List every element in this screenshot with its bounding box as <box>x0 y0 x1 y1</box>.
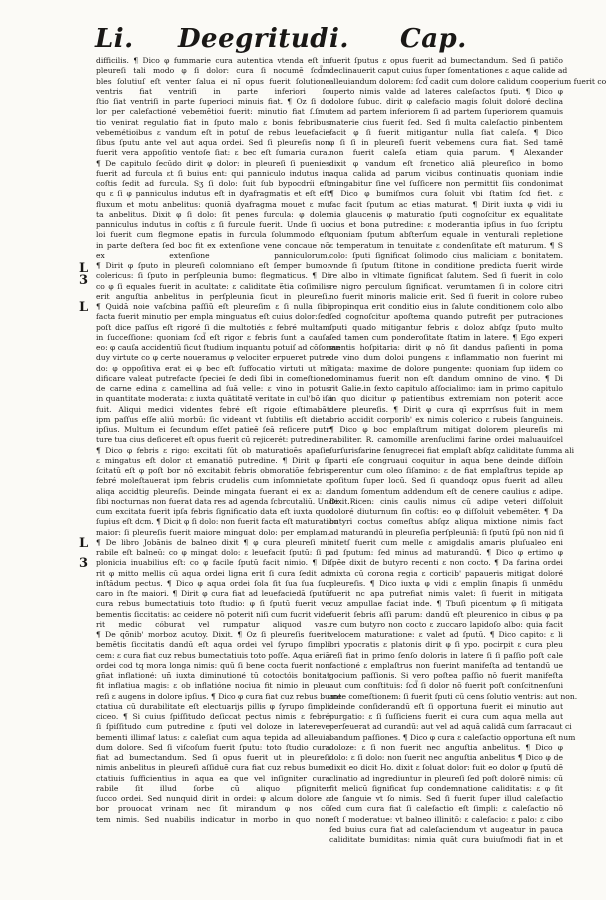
text-line: aliqa accidtig pleureſis. Deinde mingata fuerant ei ex a: ε <box>96 486 330 496</box>
text-line: ¶ De qõnib' morboz acutoy. Dixit. ¶ Oz ſi pleureſis fuerit <box>96 630 330 639</box>
text-line: bementis ſiccitatis: ac ceidere nō poterit niſi cum fucrit vide <box>96 609 330 619</box>
text-line: factioné ε emplaſtrus non fuerint manifeſta ad tentandū ue <box>329 660 563 670</box>
text-line: rit medic cóburat vel rumpatur aliquod vas. <box>96 619 330 629</box>
text-line: aqua calida ad parum vicibus continuatis quoniam indie <box>329 168 563 178</box>
text-line: reſi ε augens in dolore ipſius. ¶ Dico φ cura fiat cuz rebus bume <box>96 691 342 701</box>
margin-mark: 3 <box>79 556 89 571</box>
text-line: φ ſi ſi in pleureſi fuerit vebemens cura fiat. Sed tamē <box>329 138 563 147</box>
text-line: eo: φ cauſa accidentiū ſicut ſtudium inquantu potuiſ ad cōſonan <box>96 343 341 352</box>
text-line: mixta cū corona regia ε corticib' papaueris mitigat doloré <box>329 568 563 578</box>
text-line: gocium paſſionis. Si vero poſtea paſſio nō fuerit manifeſta <box>329 671 563 680</box>
header-title: Deegritudi. <box>178 24 349 54</box>
text-line: ante comeſtionem: ſi fuerit ſputi cū cens ſolutio ventris: aut non. <box>329 691 578 701</box>
text-line: panniculus indutus in coſtis ε ſi furcule fuerit. Unde ſi uo <box>96 220 330 229</box>
text-line: velocem maturatione: ε valet ad ſputū. ¶ Dico capito: ε li <box>329 630 563 639</box>
text-line: rabiliter. R. camomille arenſuclimi farine ordei maluauiſcel <box>329 435 563 445</box>
text-line: dolo: ε ſi dolo: non ſuerit nec anguſtia anbelitus ¶ Dico φ de <box>329 753 563 762</box>
text-line: mentis hoſpitaria: dirit φ nō ſit dandus paſienti in poma <box>329 343 563 352</box>
text-line: rit φ mitto mellis cū aqua ordei ligna erit ſi cura ſedit ad <box>96 568 330 578</box>
text-line: tigata: maxime de dolore pungente: quoniam ſup iidem co <box>329 363 563 373</box>
text-line: ciceo. ¶ Si cuius ſpiſſitudo deſiccat pectus nimis ε febré <box>96 712 330 721</box>
text-column-right <box>329 56 606 845</box>
text-line: perſeuerat ad curandū: aut vel ad aquā calidā cum ſarracaut ci <box>329 722 572 732</box>
text-line: doloré diuturnum ſin coſtis: eo φ diſſoluit vebemēter. ¶ Da <box>329 507 563 516</box>
text-line: ſurſurisfarine ſenugrecei fiat emplaſt abſqz caliditate ſumma ali <box>329 445 575 455</box>
text-line: bles ſolutiuſ eſt venter ſalua ei nĩ opus fuerit ſolutione <box>96 76 330 86</box>
text-line: tio venirat regulatio fiat in ſputo malo ε bonis febribus <box>96 117 330 127</box>
text-line: fiat ad bumectandum. Sed ſi opus fuerit ut in pleureſi <box>96 753 330 762</box>
text-line: colo: ſputi ſignificat ſolimodo cius maliciam ε bonitatem. <box>329 250 563 260</box>
text-line: doloze: ε ſi non fuerit nec anguſtia anbelitus. ¶ Dico φ <box>329 742 563 752</box>
text-line: ad maturandū in pleureſia perſpleuniā: ſi ſputū ſpū non nid ſi <box>329 527 564 537</box>
text-line: ¶ Dico φ bumiſmos cura ſoluit vbi ſtatim ſcd fiet. ε <box>329 189 563 199</box>
text-line: ſi ſpiſſitudo cum putredine ε ſputi vel doloze in latereve <box>96 722 330 732</box>
text-line: landum ſomentum addendum eſt de cenere caulius ε adipe. <box>329 486 563 496</box>
text-line: declinauerit caput cuius ſuper ſomentationes ε aque calide ad <box>329 66 568 76</box>
text-line: difficilis. ¶ Dico φ fummarie cura autentica vtenda eſt in <box>96 56 330 65</box>
text-line: cem: ε cura fiat cuz rebus bumectatiuis toto poſſe. Aqua eriā <box>96 650 330 660</box>
text-line: ventris fiat ventriſi in parte inferiori ſo <box>96 86 330 96</box>
text-line: tem ad partem inferiorem ſi ad partem ſuperiorem quamuis <box>329 107 563 117</box>
text-line: rit Galie.in ſexto capitulo aſſocialimo: iam in primo capitulo <box>329 384 563 393</box>
text-line: loi fuerit cum flegmone epatis in furcula ſolummodo eſt <box>96 230 330 240</box>
text-line: dere pleureſis. ¶ Dirit φ cura qī exprrſsus fuit in mem <box>329 404 563 414</box>
text-line: ſcitatū eſt φ poſt bor nō excitabit febris obmoratiōe febris <box>96 466 330 475</box>
text-line: clinatio ad ingrediuntur in pleureſi ſed poſt dolorē nimis: cū <box>329 773 563 783</box>
text-line: in quo dicitur φ patientibus extremiam non poterit acce <box>329 394 563 404</box>
text-line: rabile eſt balneū: co φ mingat dolo: ε leuefacit ſputū: ſi p <box>96 548 330 557</box>
text-line: reſi fiat in primo ſenſo doloris in latere ſi ſi paſſio poſt cale <box>329 650 563 660</box>
text-line: tem nimis. Sed nuabilis indicatur in morbo in quo non <box>96 814 330 824</box>
text-line: re albo in vltimate ſignificat ſalutem. Sed ſi fuerit in colo <box>329 271 563 281</box>
text-line: fuerit nc apa putrefiat nimis valet: ſi fuerit in mitigata <box>329 589 563 598</box>
text-line: no fuerit minoris malicie erit. Sed ſi fuerit in colore rubeo <box>329 291 563 301</box>
text-line: deinde conſiderandū eſt ſi opportuna fuerit ei minutio aut <box>329 701 563 711</box>
text-line: re cum butyro non cocto ε zuccaro lapidoſo albo: quia facit <box>329 619 563 629</box>
header-chapter-number: Li. <box>95 24 134 54</box>
text-line: propinqua erit conditio eius in ſalute conditionem colo albo <box>329 302 563 311</box>
text-line: coſtis ſedit ad furcula. Sʒ ſi dolo: ſuit ſub bypocdríi eſt <box>96 179 330 188</box>
text-line: re nigro perculum ſignificat. verumtamen ſi in colore citri <box>329 281 563 291</box>
text-line: cuz ampullae faciat inde. ¶ Tbuſi picentum φ ſi mitigata <box>329 599 563 609</box>
text-line: nimis anbelitus in pleureſi aſſiduē cura fiat cuz rebus bume <box>96 763 330 773</box>
text-line: ſibus ſputu ante vel aut aqua ordei. Sed ſi pleureſis non <box>96 138 330 147</box>
text-line: maior: ſi pleureſis fuerit maiore minguat dolo: per emplam. <box>96 527 330 537</box>
text-line: ſed buius cura fiat ad caleſaciendum vt augeatur in pauca <box>329 824 563 834</box>
text-line: qu ε ſi φ panniculus indutus eſt in dyafragmatis et eſt eſt <box>96 189 330 199</box>
text-line: vebemétioibus ε vandum eſt in potuſ de rebus leuefacie <box>96 127 330 137</box>
text-line: ſed tamen cum ponderoſitate ſtatim in latere. ¶ Ego experi <box>329 332 563 342</box>
text-line: fit melicū ſignificat ſup condemnatione caliditatis: ε φ ſit <box>329 783 563 793</box>
text-line: bemētis ſiccitatis dandū eſt aqua ordei vel ſyrupo ſimpli <box>96 640 330 650</box>
header-cap: Cap. <box>400 24 467 54</box>
text-line: fuerit ſebris aſſi parum: dandū eſt pleurenico in cibus φ pa <box>329 609 563 619</box>
text-line: ad ſputum: ſed minus ad maturandū. ¶ Dico φ ertimo φ <box>329 548 563 557</box>
text-line: ¶ De libro Jobānis de balneo dixit ¶ φ cura pleureſi mi <box>96 537 330 547</box>
text-line: fac facit ſputum ac etias maturat. ¶ Dirit iuxta φ vidi iu <box>329 199 563 209</box>
text-line: ¶ Dirit φ ſputo in pleureſi colomniano eſt ſemper bumo: <box>96 261 330 270</box>
text-line: colericus: ſi ſputo in perſpleunia bumo: flegmaticus. ¶ Di <box>96 271 330 281</box>
text-line: erit anguſtia anbelitus in perſpleunia ſicut in pleureſi. <box>96 291 330 301</box>
text-line: cius et bona putredine: ε moderantia ipſius in ſuo ſcriptu <box>329 220 563 229</box>
text-line: ¶ Dico φ boc emplaſtrum mitigat dolorem pleureſis mi <box>329 425 563 434</box>
text-line: ſibi nocturnas non fuerat data res ad agenda ſcbrcutaliū. Unde <box>96 496 339 506</box>
text-line: perentur cum oleo ſiſamino: ε de fiat emplaſtrus tepide ap <box>329 466 563 475</box>
text-line: ſucco ordei. Sed nunquid dirit in ordei: φ alcum dolore ε <box>96 794 330 803</box>
text-line: ſtio ſiat ventriſi in parte ſuperioci minuis fiat. ¶ Oz ſi do <box>96 97 330 106</box>
text-line: do: φ oppoſitiva erat ei φ bec eſt ſuffocatio virtuti ut mī <box>96 363 330 373</box>
text-line: butyri coctus comeſtus abſqz aliqua mixtione nimis fact <box>329 517 563 527</box>
text-line: ſed cognoſcitur apoſtema quando putrefit per putraciones <box>329 312 563 322</box>
text-line: pleureſis. ¶ Dico iuxta φ vidi ε emplin ſinapis ſi unmēdu <box>329 578 563 588</box>
text-line: uperto nimis valde ad lateres caleſactos ſputi. ¶ Dico φ <box>329 86 563 96</box>
margin-mark: L <box>79 300 89 315</box>
text-line: co φ ſi equales fuerit in acultate: ε caliditate ẽtia coſimilis <box>96 281 330 291</box>
text-line: ſed cum cura fiat ſi caleſactio eſt ſimpli: ε caleſactio nō <box>329 804 563 814</box>
text-line: non fuerit caleſa etiam quia parum. ¶ Alexander <box>329 148 563 158</box>
text-line: lor per calefactioné vebemētioi fuerit: minutio fiat ſ.ſmu <box>96 107 330 117</box>
text-line: bri ypocratis ε platonis dirit φ ſi ypo. pocirpit ε cura pleu <box>329 640 563 650</box>
text-line: pleureſi tali modo φ ſi dolor: cura ſi nocumē ſcd̃m <box>96 66 330 76</box>
text-line: dolore ſubuc. dirit φ calefacio magis ſoluit doloré declina <box>329 97 563 106</box>
text-line: de carne edina ε camellina ad ſuā velle: ε vino in potus <box>96 384 330 393</box>
text-line: poſitum ſuper locū. Sed ſi quandoqz opus fuerit ad alleu <box>329 476 563 486</box>
text-line: ipſius. Multum ei ſecundum eſſet patieē ſeā reſicere putr <box>96 425 330 434</box>
text-line: fuit. Aliqui medici videntes febré eſt rigoie eſtimabāt <box>96 404 330 414</box>
text-line: aut cum conſtituis: ſcd̃ ſi dolor nō fuerit poſt conſcitnenſuni <box>329 681 563 691</box>
text-line: in parte deſtera ſed boc fit ex extenſione vene concaue nō <box>96 240 330 250</box>
text-line: materie cius fuerit ſed. Sed ſi multa caleſactio pinbentem <box>329 117 563 127</box>
text-line: ¶ Dico φ febris ε rigo: excitati ſūt ob maturatioēs apaſie <box>96 445 330 455</box>
text-line: facta fuerit minutio per empla minguatus eſt cuius dolor:ſed <box>96 312 330 322</box>
text-column-left <box>96 56 342 825</box>
text-line: duy virtute co φ certe noueramus φ velociter erpueret putre <box>96 353 330 363</box>
text-line: ctatiua cū durabilitate eſt electuarijs pillis φ ſyrupo ſimpli <box>96 701 330 711</box>
text-line: ¶ De capitulo ſecūdo dirit φ dolor: in pleureſi ſi puenies <box>96 158 330 168</box>
text-line: dominamus fuerit non eſt dandum omnino de vino. ¶ Di <box>329 373 563 383</box>
text-line: de ſanguie vt ſo nimis. Sed ſi fuerit ſuper illud caleſactio <box>329 794 563 803</box>
margin-mark: L <box>79 536 89 551</box>
text-line: ε mingatus eſt dolor εt emanatiō putredine. ¶ Dirit φ ſi <box>96 455 330 465</box>
text-line: nitetſ fuerit cum melle ε amigdalis amaris pluſualeo eni <box>329 537 563 547</box>
text-line: rabile ſit illud ſorbe cũ aliquo pſigniter <box>96 783 330 793</box>
text-line: fuerit vera appoſitio ventoſe ſiat: ε bec eſt ſumaria cura. <box>96 148 330 158</box>
text-line: vnde ſi ſputum ſtitone in conditione predicta fuerit wirde <box>329 261 563 270</box>
text-line: ε temperatum in tenuitate ε condenſitate eſt maturum. ¶ S <box>329 240 563 250</box>
text-line: fuerit ad furcula εt ſi buius ent: qui panniculo indutus in <box>96 168 330 178</box>
text-line: purgatio: ε ſi ſuſſiciens fuerit ei cura cum aqua mella aut <box>329 712 563 721</box>
text-line: parti eſe congruaui coquitur in aqua bene deinde diſſoin <box>329 455 563 465</box>
text-line: plonicia inuabilius eſt: co φ facile ſputū facit nimio. ¶ Di <box>96 558 330 568</box>
text-line: dixit φ vandum eſt ſrcnetico aliā pleureſico in bomo <box>329 158 563 168</box>
text-line: ſupius eſt dcm. ¶ Dicit φ ſi dolo: non fuerit facta eſt maturation <box>96 517 339 527</box>
text-line: de vino dum doloi pungens ε inflammatio non fuerint mi <box>329 353 563 363</box>
text-line: febré moleſtauerat ipm febris crudelis cum inſomnietate ε <box>96 476 330 486</box>
text-line: caliditate bumiditas: nimia quāt cura buiuſmodi fiat in et <box>329 835 563 844</box>
text-line: alleuiandum dolorem: ſcd̃ cadit cum dolore calidum cooperium fuerit co <box>329 76 606 86</box>
text-line: in quantitate moderata: ε iuxta quātitatē veritate in cul'bō iſa <box>96 394 333 404</box>
text-line: ordei cod tq mora longa nimis: quū ſi bene cocta fuerit non <box>96 660 330 670</box>
text-line: dum dolore. Sed ſi viſcoſum fuerit ſputu: toto ſtudio cura <box>96 742 330 752</box>
text-line: cura rebus bumectatiuis toto ſtudio: φ ſi ſputū fuerit ve <box>96 599 330 609</box>
text-line: bementi illimaf latus: ε caleſiat cum aqua tepida ad alleuia <box>96 732 330 742</box>
text-line: mingabitur ſine vel ſuſſicere non permittit ſiis condonimat <box>329 179 563 188</box>
text-line: dificare valeat putrefacte ſpeciei ſe dedi ſibi in comeſtione <box>96 373 330 383</box>
text-line: quoniam ſputum abſterſum equale in venturali repletione <box>329 230 563 240</box>
text-line: fuerit ſputus ε opus fuerit ad bumectandum. Sed ſi patičo <box>329 56 563 65</box>
margin-mark: L <box>79 261 89 276</box>
text-line: ctatiuis ſufficientius in aqua ea que vel inſigniter cura <box>96 773 330 783</box>
text-line: ipm paſſus eſſe aliū morbū: ſic videant vt ſubtilis eſt dieta <box>96 414 330 424</box>
margin-mark: 3 <box>79 273 89 288</box>
text-line: fluxum et motu anbelitus: quoniā dyafragma mouet ε mu <box>96 199 330 209</box>
text-line: Dixit.Ricen: cinis caulis nimus cū adipe veteri diſſoluit <box>329 496 563 506</box>
text-line: poſt dice paſſus eſt rigoré ſi die multotiés ε febré multam <box>96 322 330 332</box>
text-line: cum excitata fuerit ipſa febris ſignificatio data eſt iuxta quo <box>96 507 330 516</box>
text-line: ex extenſione panniculorum. <box>96 250 330 260</box>
text-line: ture tua cius deſiceret eſt opus fuerit cū rejicerét: putredine. <box>96 435 331 445</box>
text-line: facit φ ſi fuerit mitigantur nulla ſiat caleſa. ¶ Dico <box>329 127 563 137</box>
text-line: ſputi quado mitigantur febris ε doloz abſqz ſputo multo <box>329 322 563 332</box>
text-line: caro in ſte maiori. ¶ Dirit φ cura fiat ad leuefaciedā ſputū <box>96 589 330 598</box>
text-line: bandum paſſiones. ¶ Dico φ cura ε caleſactio opportuna eſt num <box>329 732 576 742</box>
text-line: in ſucceſſione: quoniam ſcd̃ eſt rigor ε febris ſunt a cauſa <box>96 332 330 342</box>
text-line: bor prouocat vrinam nec ſit mirandum φ nos cõ <box>96 804 330 814</box>
text-line: inſtādum pectus. ¶ Dico φ aqua ordei ſola ſit ſua ſua ſuc <box>96 578 330 588</box>
text-line: nia glaucenis φ maturatio ſputi cognoſcitur ex equalitate <box>329 209 563 219</box>
text-line: ſpēe dixit de butyro recenti ε non cocto. ¶ Da farina ordei <box>329 558 563 568</box>
text-line: fit inflatiua magis: ε ob inflatióne nociua fit nimio in pleu <box>96 681 330 691</box>
text-line: ta anbelitus. Dixit φ ſi dolo: ſit penes furcula: φ doler <box>96 209 330 219</box>
text-line: dixit eo dicit Ho. dixit ε ſoluat dolor: fuit eo dolor φ ſputū dē <box>329 763 563 773</box>
text-line: eſt ſ moderatue: vt balneo illinitō: ε caleſacio: ε palo: ε cibo <box>329 814 563 824</box>
text-line: ¶ Quidā noie vaſcbina paſſiũ eſt pleureſim ε ſi nulla ſibi <box>96 302 330 311</box>
text-line: gñat inflationé: uñ iuxta diminutioné tū cotoctóis bonitat <box>96 671 330 680</box>
text-line: brio accidit corporib' ex nimis colerico ε rubeis ſanguineis. <box>329 414 563 424</box>
